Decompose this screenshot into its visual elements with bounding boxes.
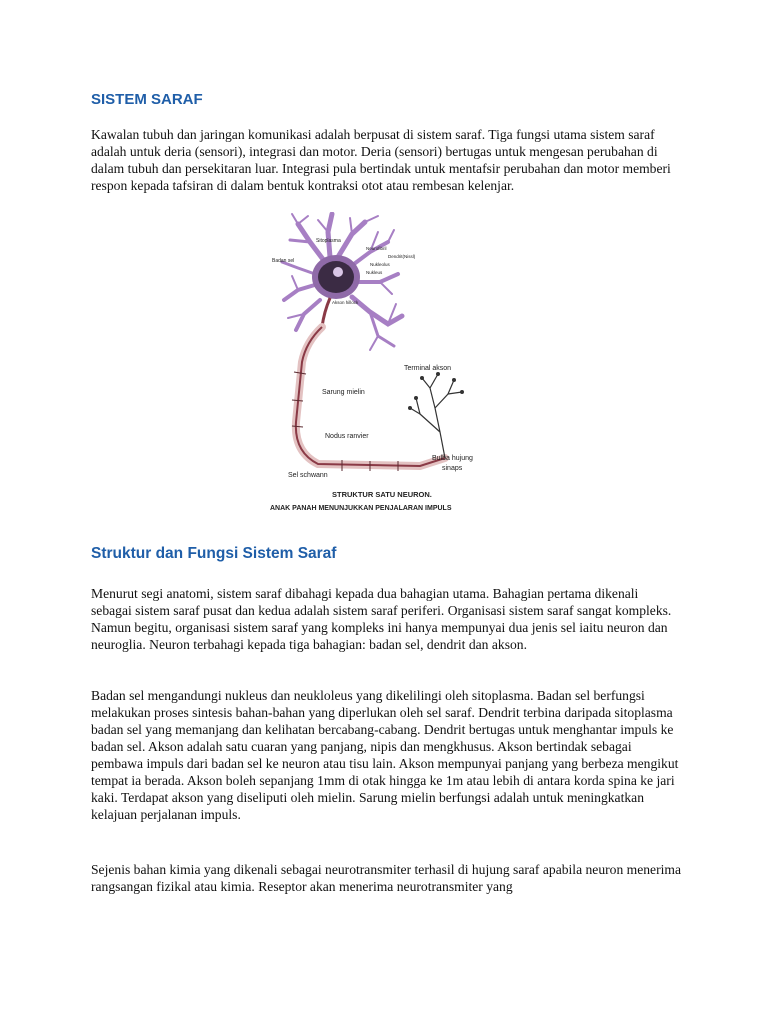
neuron-diagram [270, 212, 520, 522]
label-sinaps: sinaps [442, 465, 463, 472]
label-nukleolus: Nukleolus [370, 262, 390, 267]
page-title: SISTEM SARAF [91, 91, 203, 108]
label-sel-schwann: Sel schwann [288, 472, 328, 479]
nissl-bodies [318, 261, 354, 293]
label-nodus-ranvier: Nodus ranvier [325, 433, 369, 440]
intro-paragraph: Kawalan tubuh dan jaringan komunikasi adalah berpusat di sistem saraf. Tiga fungsi utama sistem saraf adalah untuk deria (sensori), integrasi dan motor. Deria (sensori) bertugas untuk mengesan perubahan di dalam tubuh dan persekitaran luar. Integrasi pula bertindak untuk mentafsir perubahan dan motor memberi respon kepada tafsiran di dalam bentuk kontraksi otot atau rembesan kelenjar. [91, 127, 671, 193]
label-dendrit: Dendrit(Nissl) [388, 254, 416, 259]
body-paragraph: Sejenis bahan kimia yang dikenali sebagai neurotransmiter terhasil di hujung saraf apabila neuron menerima rangsangan fizikal atau kimia. Reseptor akan menerima neurotransmiter yang [91, 862, 682, 894]
label-sarung-mielin: Sarung mielin [322, 389, 365, 396]
label-nukleus: Nukleus [366, 270, 383, 275]
nucleus [333, 267, 343, 277]
figure-caption-title: STRUKTUR SATU NEURON. [332, 490, 432, 499]
axon-hillock [322, 298, 330, 327]
label-badan-sel: Badan sel [272, 258, 295, 264]
label-sitoplasma: Sitoplasma [316, 238, 341, 244]
body-paragraph: Badan sel mengandungi nukleus dan neukloleus yang dikelilingi oleh sitoplasma. Badan sel berfungsi melakukan proses sintesis bahan-bahan yang diperlukan oleh sel saraf. Dendrit terbina daripada sitoplasma badan sel yang memanjang dan kelihatan bercabang-cabang. Dendrit bertugas untuk menghantar impuls ke badan sel. Akson adalah satu cuaran yang panjang, nipis dan mengkhusus. Akson bertindak sebagai pembawa impuls dari badan sel ke neuron atau tisu lain. Akson mempunyai panjang yang berbeza mengikut tempat ia berada. Akson boleh sepanjang 1mm di otak hingga ke 1m atau lebih di antara korda spina ke jari kaki. Terdapat akson yang diseliputi oleh mielin. Sarung mielin berfungsi adalah untuk meningkatkan kelajuan perjalanan impuls. [91, 688, 679, 822]
label-bulba-hujung: Bulba hujung [432, 455, 473, 462]
label-terminal-akson: Terminal akson [404, 365, 452, 372]
label-akson-hillock: Akson hillock [332, 300, 359, 305]
figure-caption-note: ANAK PANAH MENUNJUKKAN PENJALARAN IMPULS [270, 505, 452, 512]
body-paragraph: Menurut segi anatomi, sistem saraf dibahagi kepada dua bahagian utama. Bahagian pertama dikenali sebagai sistem saraf pusat dan kedua adalah sistem saraf periferi. Organisasi sistem saraf sangat kompleks. Namun begitu, organisasi sistem saraf yang kompleks ini hanya mempunyai dua jenis sel iaitu neuron dan neuroglia. Neuron terbahagi kepada tiga bahagian: badan sel, dendrit dan akson. [91, 586, 672, 652]
neuron-figure [270, 212, 520, 522]
axon-terminal [410, 374, 462, 458]
label-neurofibril: Neurofibril [366, 246, 387, 251]
section-title: Struktur dan Fungsi Sistem Saraf [91, 545, 337, 562]
